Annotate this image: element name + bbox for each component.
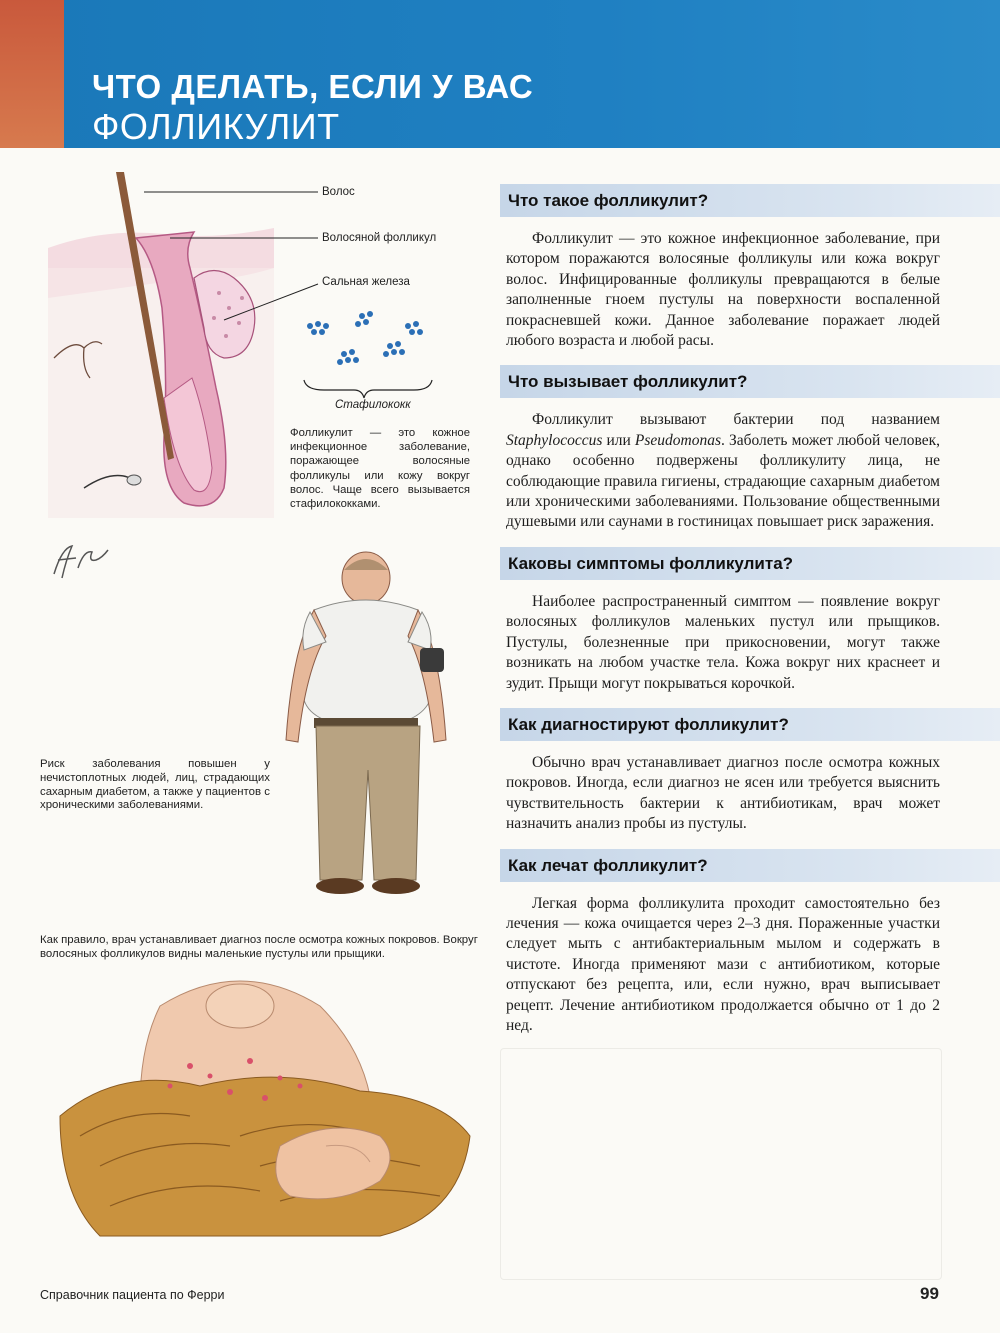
page-title-line1: ЧТО ДЕЛАТЬ, ЕСЛИ У ВАС: [92, 68, 534, 105]
label-staph: Стафилококк: [335, 399, 411, 411]
man-caption: Риск заболевания повышен у нечистоплотных людей, лиц, страдающих сахарным диабетом, а также у пациентов с хроническими заболеваниями.: [40, 758, 270, 812]
section-what-is: [500, 184, 1000, 351]
section-body: Наиболее распространенный симптом — появление вокруг волосяных фолликулов маленьких пустул или прыщиков. Пустулы, болезненные при прикосновении, могут также возникать на любом участке тела. Кожа вокруг них краснеет и зудит. Прыщи могут покрываться корочкой.: [506, 592, 940, 692]
label-follicle: Волосяной фолликул: [322, 232, 437, 244]
section-diagnosis: [500, 708, 1000, 835]
section-treatment: [500, 849, 1000, 1037]
section-heading: Как диагностируют фолликулит?: [500, 708, 1000, 741]
section-heading: Каковы симптомы фолликулита?: [500, 547, 1000, 580]
body-text: или: [602, 431, 635, 449]
overweight-man-illustration: [270, 550, 470, 910]
section-symptoms: [500, 547, 1000, 694]
section-body: Легкая форма фолликулита проходит самостоятельно без лечения — кожа очищается через 2–3 дня. Пораженные участки следует мыть с антибактериальным мылом и содержать в чистоте. Иногда применяют мази с антибиотиком, которые отпускают без рецепта, или, если нужно, врач выписывает рецепт. Лечение антибиотиком продолжается обычно от 1 до 2 нед.: [506, 894, 940, 1034]
head-caption: Как правило, врач устанавливает диагноз после осмотра кожных покровов. Вокруг волосяных фолликулов видны маленькие пустулы или прыщики.: [40, 934, 478, 960]
article-column: [500, 184, 1000, 1050]
label-hair: Волос: [322, 186, 355, 198]
section-causes: [500, 365, 1000, 532]
label-gland: Сальная железа: [322, 276, 410, 288]
bleed-through-area: [500, 1048, 942, 1280]
page-title-line2: ФОЛЛИКУЛИТ: [92, 106, 340, 147]
section-body: Фолликулит — это кожное инфекционное заболевание, при котором поражаются волосяные фолликулы или кожа вокруг волос. Инфицированные фолликулы превращаются в белые заполненные гноем пустулы на поверхности воспаленной покрасневшей кожи. Данное заболевание поражает людей любого возраста и любой расы.: [506, 230, 940, 350]
body-text: Фолликулит вызывают бактерии под названием: [532, 411, 940, 429]
body-text: . Заболеть может любой человек, однако особенно подвержены фолликулиту лица, не соблюдающие правила гигиены, страдающие сахарным диабетом или хроническими заболеваниями. Пользование общественными душевыми или саунами в гостиницах повышает риск заражения.: [506, 431, 940, 531]
section-body: [506, 410, 940, 532]
header-accent-stripe: [0, 0, 64, 148]
page-number: 99: [920, 1284, 939, 1303]
section-body: Обычно врач устанавливает диагноз после осмотра кожных покровов. Иногда, если диагноз не ясен или требуется выяснить чувствительность бактерии к антибиотикам, врач может назначить анализ пробы из пустулы.: [506, 753, 940, 833]
scalp-folliculitis-illustration: [40, 966, 490, 1246]
section-heading: Что такое фолликулит?: [500, 184, 1000, 217]
artist-signature: [48, 538, 118, 582]
section-heading: Как лечат фолликулит?: [500, 849, 1000, 882]
footer-book-title: Справочник пациента по Ферри: [40, 1288, 225, 1302]
section-heading: Что вызывает фолликулит?: [500, 365, 1000, 398]
page-header: [0, 0, 1000, 148]
diagram-caption: Фолликулит — это кожное инфекционное заболевание, поражающее волосяные фолликулы или кожу вокруг волос. Чаще всего вызывается стафилококками.: [290, 427, 470, 511]
bacteria-name: Staphylococcus: [506, 431, 603, 449]
bacteria-name: Pseudomonas: [634, 431, 722, 449]
